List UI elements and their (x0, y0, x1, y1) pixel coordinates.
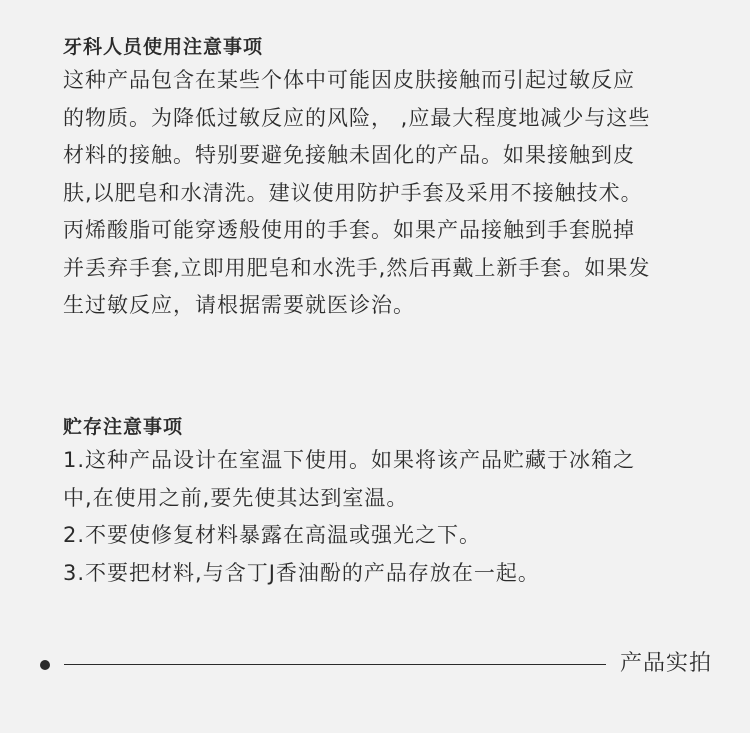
storage-notice-section (63, 413, 725, 592)
storage-notice-heading: 贮存注意事项 (63, 416, 184, 438)
storage-notice-line: 2.不要使修复材料暴露在高温或强光之下。 (63, 523, 482, 547)
dental-notice-line: 的物质。为降低过敏反应的风险， ,应最大程度地减少与这些 (63, 105, 651, 130)
divider-line (64, 664, 606, 665)
dental-notice-line: 材料的接触。特别要避免接触未固化的产品。如果接触到皮 (63, 143, 635, 167)
storage-notice-line: 1.这种产品设计在室温下使用。如果将该产品贮藏于冰箱之 (63, 448, 636, 472)
dental-notice-body (63, 62, 725, 325)
storage-notice-line: 3.不要把材料,与含丁J香油酚的产品存放在一起。 (63, 560, 540, 585)
storage-notice-body (63, 442, 725, 592)
dental-notice-line: 生过敏反应，请根据需要就医诊治。 (63, 293, 415, 317)
dental-notice-line: 肤,以肥皂和水清洗。建议使用防护手套及采用不接触技术。 (63, 180, 643, 205)
dental-notice-line: 丙烯酸脂可能穿透般使用的手套。如果产品接触到手套脱掉 (63, 218, 635, 242)
storage-notice-line: 中,在使用之前,要先使其达到室温。 (63, 485, 409, 510)
bullet-dot-icon (40, 660, 50, 670)
product-photo-label: 产品实拍 (620, 651, 713, 676)
dental-notice-line: 这种产品包含在某些个体中可能因皮肤接触而引起过敏反应 (63, 68, 635, 92)
dental-notice-section (63, 33, 725, 325)
dental-notice-line: 并丢弃手套,立即用肥皂和水洗手,然后再戴上新手套。如果发 (63, 255, 651, 280)
section-divider (40, 646, 730, 682)
dental-notice-heading: 牙科人员使用注意事项 (63, 36, 264, 58)
